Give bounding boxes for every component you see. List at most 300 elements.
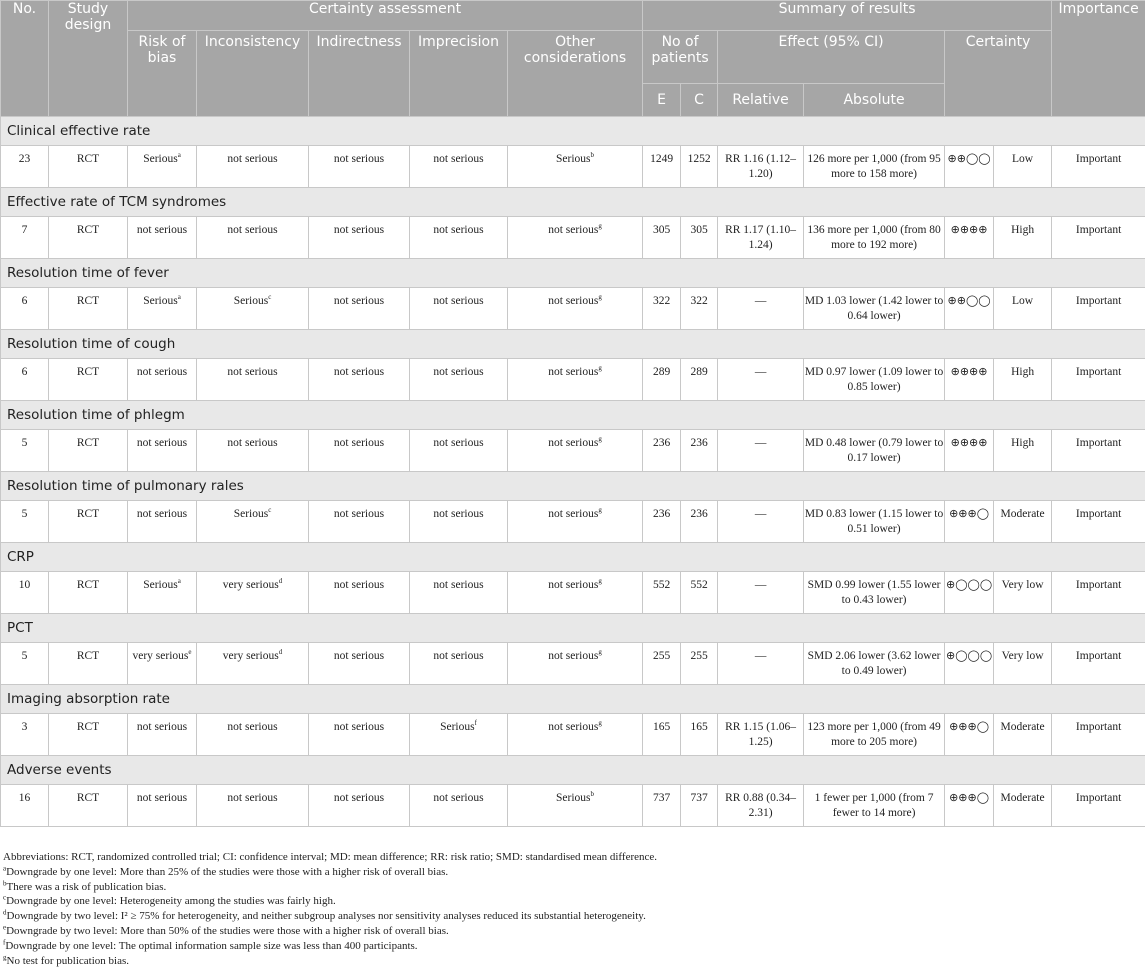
cell-absolute-effect bbox=[804, 643, 945, 685]
cell-patients-c bbox=[681, 288, 718, 330]
cell-patients-c bbox=[681, 359, 718, 401]
cell-study-design-text: RCT bbox=[76, 508, 100, 520]
cell-certainty-symbol-text: ⊕⊕⊕⊕ bbox=[950, 224, 988, 236]
cell-relative-effect-text: RR 1.16 (1.12–1.20) bbox=[725, 153, 797, 180]
cell-relative-effect bbox=[718, 643, 804, 685]
cell-importance-text: Important bbox=[1075, 224, 1122, 236]
cell-certainty-symbol-text: ⊕◯◯◯ bbox=[945, 579, 993, 591]
cell-no-text: 3 bbox=[21, 721, 28, 733]
header-e: E bbox=[643, 84, 681, 117]
outcome-title: Resolution time of pulmonary rales bbox=[1, 472, 1145, 501]
cell-importance bbox=[1052, 501, 1145, 543]
cell-other-considerations-text: Serious bbox=[556, 792, 591, 804]
cell-study-design-text: RCT bbox=[76, 437, 100, 449]
table-row bbox=[1, 572, 1145, 614]
cell-inconsistency bbox=[197, 785, 309, 827]
table-row bbox=[1, 359, 1145, 401]
cell-patients-e-text: 236 bbox=[652, 508, 671, 520]
cell-absolute-effect bbox=[804, 359, 945, 401]
outcome-title: Resolution time of phlegm bbox=[1, 401, 1145, 430]
cell-risk-of-bias-text: not serious bbox=[136, 437, 188, 449]
cell-patients-c-text: 165 bbox=[690, 721, 708, 733]
cell-relative-effect bbox=[718, 146, 804, 188]
cell-imprecision-text: not serious bbox=[433, 153, 484, 165]
cell-patients-c bbox=[681, 714, 718, 756]
cell-indirectness-text: not serious bbox=[333, 295, 385, 307]
cell-certainty-level bbox=[994, 714, 1052, 756]
cell-no bbox=[1, 217, 49, 259]
cell-relative-effect bbox=[718, 359, 804, 401]
cell-imprecision-text: not serious bbox=[433, 366, 484, 378]
cell-indirectness-text: not serious bbox=[333, 650, 385, 662]
cell-other-considerations bbox=[508, 572, 643, 614]
footnote-marker: e bbox=[188, 648, 192, 657]
cell-study-design bbox=[49, 785, 128, 827]
cell-inconsistency-text: Serious bbox=[233, 295, 269, 307]
outcome-row bbox=[1, 472, 1145, 501]
cell-certainty-level bbox=[994, 572, 1052, 614]
cell-certainty-level bbox=[994, 146, 1052, 188]
cell-certainty-level bbox=[994, 217, 1052, 259]
cell-no-text: 23 bbox=[18, 153, 31, 165]
cell-relative-effect bbox=[718, 217, 804, 259]
footnote-marker: g bbox=[598, 719, 602, 728]
footnote-marker: c bbox=[3, 893, 7, 902]
cell-other-considerations bbox=[508, 288, 643, 330]
cell-absolute-effect-text: 126 more per 1,000 (from 95 more to 158 more) bbox=[807, 153, 941, 180]
cell-absolute-effect bbox=[804, 572, 945, 614]
cell-absolute-effect-text: SMD 0.99 lower (1.55 lower to 0.43 lower) bbox=[807, 579, 941, 606]
footnote-text: There was a risk of publication bias. bbox=[6, 880, 167, 893]
cell-relative-effect-text: RR 1.17 (1.10–1.24) bbox=[725, 224, 797, 251]
cell-no bbox=[1, 643, 49, 685]
cell-other-considerations bbox=[508, 359, 643, 401]
cell-imprecision-text: not serious bbox=[433, 224, 484, 236]
cell-certainty-symbol bbox=[945, 430, 994, 472]
cell-indirectness bbox=[309, 288, 410, 330]
outcome-row bbox=[1, 614, 1145, 643]
cell-indirectness bbox=[309, 430, 410, 472]
cell-other-considerations-text: not serious bbox=[548, 579, 599, 591]
cell-patients-c-text: 305 bbox=[690, 224, 708, 236]
outcome-row bbox=[1, 756, 1145, 785]
cell-importance bbox=[1052, 785, 1145, 827]
cell-study-design-text: RCT bbox=[76, 153, 100, 165]
footnote-text: Downgrade by two level: More than 50% of the studies were those with a higher risk of overall bias. bbox=[6, 924, 449, 937]
cell-no-text: 6 bbox=[21, 295, 28, 307]
cell-study-design-text: RCT bbox=[76, 721, 100, 733]
outcome-title: PCT bbox=[1, 614, 1145, 643]
cell-absolute-effect-text: 1 fewer per 1,000 (from 7 fewer to 14 more) bbox=[814, 792, 934, 819]
cell-inconsistency-text: not serious bbox=[227, 792, 278, 804]
cell-no bbox=[1, 146, 49, 188]
header-certainty-assessment: Certainty assessment bbox=[128, 1, 643, 31]
cell-no-text: 7 bbox=[21, 224, 28, 236]
cell-study-design-text: RCT bbox=[76, 579, 100, 591]
footnote-marker: d bbox=[278, 577, 283, 586]
cell-patients-c-text: 322 bbox=[690, 295, 708, 307]
cell-study-design-text: RCT bbox=[76, 366, 100, 378]
cell-patients-e-text: 1249 bbox=[650, 153, 674, 165]
cell-importance-text: Important bbox=[1075, 366, 1122, 378]
cell-patients-c bbox=[681, 430, 718, 472]
cell-certainty-level-text: Low bbox=[1012, 295, 1034, 307]
footnote bbox=[3, 924, 1141, 939]
footnote-marker: g bbox=[598, 222, 602, 231]
cell-risk-of-bias-text: not serious bbox=[136, 792, 188, 804]
cell-risk-of-bias-text: very serious bbox=[132, 650, 189, 662]
cell-indirectness bbox=[309, 217, 410, 259]
cell-certainty-level-text: Moderate bbox=[1000, 721, 1045, 733]
table-row bbox=[1, 714, 1145, 756]
cell-importance-text: Important bbox=[1075, 437, 1122, 449]
cell-certainty-level bbox=[994, 785, 1052, 827]
cell-indirectness-text: not serious bbox=[333, 437, 385, 449]
cell-imprecision bbox=[410, 501, 508, 543]
footnote-marker: g bbox=[598, 577, 602, 586]
cell-certainty-symbol bbox=[945, 643, 994, 685]
cell-certainty-level-text: Very low bbox=[1001, 650, 1044, 662]
cell-other-considerations bbox=[508, 146, 643, 188]
cell-importance-text: Important bbox=[1075, 650, 1122, 662]
cell-certainty-symbol bbox=[945, 359, 994, 401]
cell-inconsistency-text: Serious bbox=[233, 508, 269, 520]
outcome-row bbox=[1, 188, 1145, 217]
cell-certainty-symbol bbox=[945, 785, 994, 827]
cell-risk-of-bias bbox=[128, 785, 197, 827]
cell-inconsistency-text: very serious bbox=[222, 650, 279, 662]
cell-other-considerations-text: not serious bbox=[548, 224, 599, 236]
header-importance: Importance bbox=[1052, 1, 1145, 117]
cell-study-design bbox=[49, 146, 128, 188]
footnote-marker: c bbox=[268, 506, 272, 515]
cell-certainty-symbol-text: ⊕⊕⊕◯ bbox=[949, 792, 990, 804]
cell-certainty-symbol bbox=[945, 501, 994, 543]
table-row bbox=[1, 643, 1145, 685]
cell-imprecision bbox=[410, 430, 508, 472]
cell-risk-of-bias bbox=[128, 643, 197, 685]
footnote-marker: c bbox=[268, 293, 272, 302]
cell-importance-text: Important bbox=[1075, 792, 1122, 804]
cell-relative-effect-text: — bbox=[754, 650, 767, 662]
footnote-marker: a bbox=[177, 151, 181, 160]
table-row bbox=[1, 288, 1145, 330]
cell-risk-of-bias bbox=[128, 359, 197, 401]
cell-imprecision bbox=[410, 714, 508, 756]
cell-absolute-effect bbox=[804, 430, 945, 472]
cell-study-design-text: RCT bbox=[76, 224, 100, 236]
cell-study-design bbox=[49, 643, 128, 685]
cell-patients-e bbox=[643, 359, 681, 401]
cell-certainty-symbol-text: ⊕⊕⊕◯ bbox=[949, 721, 990, 733]
cell-certainty-level-text: High bbox=[1011, 437, 1035, 449]
cell-certainty-symbol-text: ⊕◯◯◯ bbox=[945, 650, 993, 662]
cell-patients-e-text: 737 bbox=[652, 792, 671, 804]
outcome-title: Adverse events bbox=[1, 756, 1145, 785]
cell-inconsistency bbox=[197, 288, 309, 330]
table-row bbox=[1, 217, 1145, 259]
cell-study-design-text: RCT bbox=[76, 792, 100, 804]
header-c: C bbox=[681, 84, 718, 117]
cell-absolute-effect bbox=[804, 501, 945, 543]
cell-other-considerations bbox=[508, 643, 643, 685]
cell-risk-of-bias-text: not serious bbox=[136, 366, 188, 378]
cell-absolute-effect bbox=[804, 146, 945, 188]
cell-absolute-effect-text: SMD 2.06 lower (3.62 lower to 0.49 lower) bbox=[807, 650, 941, 677]
footnote-marker: d bbox=[3, 908, 7, 917]
cell-no-text: 6 bbox=[21, 366, 28, 378]
cell-other-considerations-text: not serious bbox=[548, 650, 599, 662]
cell-absolute-effect-text: MD 0.48 lower (0.79 lower to 0.17 lower) bbox=[804, 437, 944, 464]
cell-imprecision-text: not serious bbox=[433, 508, 484, 520]
cell-certainty-level-text: Moderate bbox=[1000, 508, 1045, 520]
cell-relative-effect-text: RR 0.88 (0.34–2.31) bbox=[725, 792, 797, 819]
cell-patients-c bbox=[681, 217, 718, 259]
cell-indirectness bbox=[309, 146, 410, 188]
outcome-row bbox=[1, 330, 1145, 359]
cell-no-text: 5 bbox=[21, 650, 28, 662]
cell-risk-of-bias bbox=[128, 572, 197, 614]
cell-indirectness-text: not serious bbox=[333, 579, 385, 591]
header-no-of-patients: No of patients bbox=[643, 31, 718, 84]
cell-no bbox=[1, 785, 49, 827]
outcome-title: Resolution time of fever bbox=[1, 259, 1145, 288]
outcome-row bbox=[1, 259, 1145, 288]
footnote-marker: d bbox=[278, 648, 283, 657]
cell-relative-effect-text: — bbox=[754, 437, 767, 449]
header-relative: Relative bbox=[718, 84, 804, 117]
cell-patients-c-text: 236 bbox=[690, 508, 708, 520]
outcome-row bbox=[1, 543, 1145, 572]
footnote bbox=[3, 880, 1141, 895]
cell-inconsistency bbox=[197, 430, 309, 472]
header-certainty: Certainty bbox=[945, 31, 1052, 117]
cell-risk-of-bias bbox=[128, 430, 197, 472]
cell-importance bbox=[1052, 643, 1145, 685]
footnote-marker: b bbox=[590, 151, 595, 160]
cell-absolute-effect-text: MD 0.97 lower (1.09 lower to 0.85 lower) bbox=[804, 366, 944, 393]
cell-imprecision bbox=[410, 359, 508, 401]
cell-absolute-effect bbox=[804, 785, 945, 827]
cell-importance bbox=[1052, 714, 1145, 756]
footnote-marker: e bbox=[3, 923, 7, 932]
cell-patients-e-text: 236 bbox=[652, 437, 671, 449]
footnote-marker: g bbox=[598, 506, 602, 515]
cell-absolute-effect bbox=[804, 714, 945, 756]
cell-other-considerations bbox=[508, 430, 643, 472]
table-body bbox=[1, 117, 1145, 827]
cell-risk-of-bias-text: not serious bbox=[136, 508, 188, 520]
footnote-text: Downgrade by one level: More than 25% of the studies were those with a higher risk of overall bias. bbox=[6, 865, 449, 878]
cell-indirectness-text: not serious bbox=[333, 153, 385, 165]
cell-other-considerations bbox=[508, 785, 643, 827]
cell-inconsistency bbox=[197, 217, 309, 259]
cell-study-design-text: RCT bbox=[76, 295, 100, 307]
cell-certainty-level-text: Low bbox=[1012, 153, 1034, 165]
cell-certainty-level bbox=[994, 288, 1052, 330]
cell-study-design bbox=[49, 572, 128, 614]
cell-study-design bbox=[49, 288, 128, 330]
cell-other-considerations-text: Serious bbox=[556, 153, 591, 165]
cell-other-considerations bbox=[508, 501, 643, 543]
footnote-marker: f bbox=[474, 719, 477, 728]
cell-indirectness-text: not serious bbox=[333, 792, 385, 804]
outcome-title: Effective rate of TCM syndromes bbox=[1, 188, 1145, 217]
cell-relative-effect bbox=[718, 430, 804, 472]
cell-study-design bbox=[49, 714, 128, 756]
cell-other-considerations-text: not serious bbox=[548, 295, 599, 307]
cell-inconsistency bbox=[197, 359, 309, 401]
cell-certainty-symbol bbox=[945, 288, 994, 330]
cell-certainty-level bbox=[994, 430, 1052, 472]
footnote-marker: g bbox=[598, 435, 602, 444]
cell-patients-c-text: 255 bbox=[690, 650, 708, 662]
footnote-marker: g bbox=[598, 648, 602, 657]
cell-no-text: 16 bbox=[18, 792, 31, 804]
cell-patients-e bbox=[643, 572, 681, 614]
cell-inconsistency bbox=[197, 643, 309, 685]
cell-certainty-symbol-text: ⊕⊕⊕⊕ bbox=[950, 437, 988, 449]
footnote-text: Downgrade by one level: The optimal information sample size was less than 400 participants. bbox=[5, 939, 418, 952]
cell-relative-effect bbox=[718, 714, 804, 756]
cell-importance bbox=[1052, 572, 1145, 614]
cell-relative-effect-text: — bbox=[754, 508, 767, 520]
cell-certainty-level-text: High bbox=[1011, 224, 1035, 236]
cell-indirectness-text: not serious bbox=[333, 508, 385, 520]
outcome-row bbox=[1, 117, 1145, 146]
cell-imprecision-text: not serious bbox=[433, 295, 484, 307]
cell-patients-c-text: 236 bbox=[690, 437, 708, 449]
footnote-marker: g bbox=[3, 952, 7, 961]
cell-patients-c-text: 289 bbox=[690, 366, 708, 378]
footnote-text: Downgrade by one level: Heterogeneity among the studies was fairly high. bbox=[6, 895, 336, 908]
cell-importance-text: Important bbox=[1075, 153, 1122, 165]
header-risk-of-bias: Risk of bias bbox=[128, 31, 197, 117]
cell-importance bbox=[1052, 359, 1145, 401]
cell-no bbox=[1, 430, 49, 472]
cell-patients-e bbox=[643, 288, 681, 330]
cell-certainty-symbol-text: ⊕⊕⊕◯ bbox=[949, 508, 990, 520]
cell-importance-text: Important bbox=[1075, 721, 1122, 733]
cell-certainty-level-text: Moderate bbox=[1000, 792, 1045, 804]
cell-indirectness-text: not serious bbox=[333, 366, 385, 378]
cell-certainty-symbol-text: ⊕⊕⊕⊕ bbox=[950, 366, 988, 378]
header-indirectness: Indirectness bbox=[309, 31, 410, 117]
outcome-title: CRP bbox=[1, 543, 1145, 572]
footnote-marker: a bbox=[177, 577, 181, 586]
cell-other-considerations-text: not serious bbox=[548, 508, 599, 520]
cell-certainty-level bbox=[994, 359, 1052, 401]
cell-indirectness bbox=[309, 643, 410, 685]
cell-no bbox=[1, 288, 49, 330]
cell-inconsistency bbox=[197, 501, 309, 543]
header-inconsistency: Inconsistency bbox=[197, 31, 309, 117]
cell-importance-text: Important bbox=[1075, 579, 1122, 591]
cell-other-considerations-text: not serious bbox=[548, 437, 599, 449]
cell-patients-e bbox=[643, 430, 681, 472]
cell-certainty-level-text: Very low bbox=[1001, 579, 1044, 591]
table-header bbox=[1, 1, 1145, 117]
cell-patients-e-text: 322 bbox=[652, 295, 671, 307]
footnote-text: Downgrade by two level: I² ≥ 75% for heterogeneity, and neither subgroup analyses nor sensitivity analyses reduced its substantial heterogeneity. bbox=[6, 910, 646, 923]
cell-patients-c bbox=[681, 785, 718, 827]
cell-importance-text: Important bbox=[1075, 295, 1122, 307]
cell-no bbox=[1, 501, 49, 543]
cell-no-text: 10 bbox=[18, 579, 31, 591]
table-row bbox=[1, 146, 1145, 188]
cell-imprecision bbox=[410, 146, 508, 188]
cell-patients-e-text: 289 bbox=[652, 366, 671, 378]
cell-absolute-effect bbox=[804, 217, 945, 259]
cell-patients-c bbox=[681, 643, 718, 685]
cell-certainty-symbol-text: ⊕⊕◯◯ bbox=[947, 295, 991, 307]
cell-other-considerations-text: not serious bbox=[548, 366, 599, 378]
cell-importance bbox=[1052, 146, 1145, 188]
cell-imprecision bbox=[410, 288, 508, 330]
cell-no-text: 5 bbox=[21, 437, 28, 449]
footnote-marker: a bbox=[3, 864, 7, 873]
cell-imprecision bbox=[410, 785, 508, 827]
cell-certainty-symbol bbox=[945, 217, 994, 259]
cell-patients-e-text: 165 bbox=[652, 721, 671, 733]
cell-imprecision-text: Serious bbox=[440, 721, 475, 733]
cell-risk-of-bias bbox=[128, 288, 197, 330]
cell-patients-c bbox=[681, 572, 718, 614]
outcome-title: Clinical effective rate bbox=[1, 117, 1145, 146]
footnote-marker: b bbox=[3, 878, 7, 887]
cell-relative-effect bbox=[718, 501, 804, 543]
footnote-marker: g bbox=[598, 364, 602, 373]
cell-certainty-symbol-text: ⊕⊕◯◯ bbox=[947, 153, 991, 165]
cell-risk-of-bias bbox=[128, 714, 197, 756]
header-absolute: Absolute bbox=[804, 84, 945, 117]
footnote-marker: a bbox=[177, 293, 181, 302]
cell-risk-of-bias-text: not serious bbox=[136, 721, 188, 733]
table-row bbox=[1, 430, 1145, 472]
footnote-text: Abbreviations: RCT, randomized controlled trial; CI: confidence interval; MD: mean difference; RR: risk ratio; SMD: standardised mean difference. bbox=[3, 851, 658, 863]
cell-patients-c-text: 1252 bbox=[687, 153, 711, 165]
cell-absolute-effect bbox=[804, 288, 945, 330]
header-other-considerations: Other considerations bbox=[508, 31, 643, 117]
cell-study-design bbox=[49, 359, 128, 401]
outcome-row bbox=[1, 401, 1145, 430]
footnote bbox=[3, 909, 1141, 924]
cell-imprecision bbox=[410, 217, 508, 259]
cell-certainty-symbol bbox=[945, 714, 994, 756]
cell-study-design bbox=[49, 430, 128, 472]
cell-patients-e bbox=[643, 714, 681, 756]
cell-study-design bbox=[49, 501, 128, 543]
cell-certainty-level bbox=[994, 643, 1052, 685]
cell-other-considerations bbox=[508, 217, 643, 259]
cell-study-design-text: RCT bbox=[76, 650, 100, 662]
table-footnotes bbox=[3, 850, 1141, 968]
cell-absolute-effect-text: MD 1.03 lower (1.42 lower to 0.64 lower) bbox=[804, 295, 944, 322]
cell-no bbox=[1, 572, 49, 614]
cell-importance-text: Important bbox=[1075, 508, 1122, 520]
cell-indirectness-text: not serious bbox=[333, 224, 385, 236]
header-study-design: Study design bbox=[49, 1, 128, 117]
footnote-marker: b bbox=[590, 790, 595, 799]
cell-indirectness bbox=[309, 359, 410, 401]
cell-other-considerations bbox=[508, 714, 643, 756]
cell-patients-c bbox=[681, 146, 718, 188]
cell-imprecision-text: not serious bbox=[433, 650, 484, 662]
cell-imprecision bbox=[410, 643, 508, 685]
cell-certainty-level-text: High bbox=[1011, 366, 1035, 378]
cell-patients-c-text: 552 bbox=[690, 579, 708, 591]
cell-patients-e-text: 552 bbox=[652, 579, 671, 591]
